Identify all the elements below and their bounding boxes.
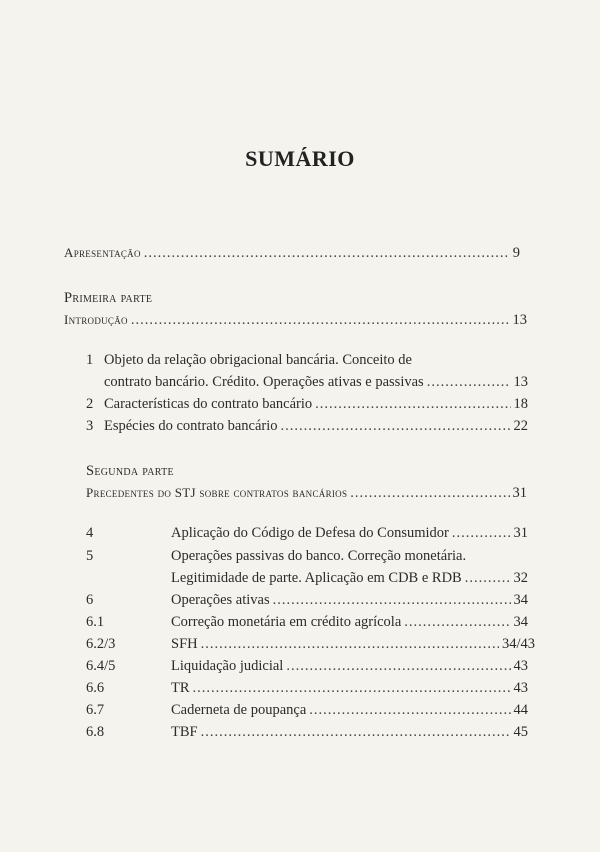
toc-entry-item-6-2-3 (171, 634, 535, 654)
toc-entry-item-6-8 (171, 722, 528, 742)
toc-entry-item-1 (104, 372, 528, 392)
toc-entry-item-3 (104, 416, 528, 436)
toc-entry-page: 13 (512, 312, 527, 328)
toc-item-number: 6 (86, 592, 94, 608)
dot-leader (131, 310, 510, 330)
toc-entry-item-6-6 (171, 678, 528, 698)
toc-entry-page: 45 (513, 724, 528, 740)
toc-item-label-line1: Operações passivas do banco. Correção monetária. (171, 548, 467, 564)
toc-item-number: 5 (86, 548, 94, 564)
toc-entry-page: 34 (513, 614, 528, 630)
dot-leader (144, 243, 510, 263)
dot-leader (452, 523, 511, 543)
page-title: SUMÁRIO (245, 146, 355, 171)
toc-item-number: 2 (86, 396, 94, 412)
toc-entry-item-2 (104, 394, 528, 414)
part-heading-primeira: Primeira parte (64, 290, 153, 306)
toc-entry-page: 32 (513, 570, 528, 586)
toc-item-number: 6.1 (86, 614, 105, 630)
dot-leader (404, 612, 510, 632)
dot-leader (350, 483, 509, 503)
toc-item-number: 6.8 (86, 724, 105, 740)
toc-entry-label: contrato bancário. Crédito. Operações ativas e passivas (104, 374, 424, 390)
toc-entry-label: Aplicação do Código de Defesa do Consumidor (171, 525, 449, 541)
toc-entry-apresentacao (64, 243, 520, 263)
toc-entry-page: 43 (513, 658, 528, 674)
toc-item-number: 6.4/5 (86, 658, 116, 674)
dot-leader (465, 568, 511, 588)
toc-entry-label: TBF (171, 724, 198, 740)
toc-item-number: 6.7 (86, 702, 105, 718)
toc-entry-item-6-7 (171, 700, 528, 720)
toc-entry-label: Correção monetária em crédito agrícola (171, 614, 402, 630)
toc-entry-page: 22 (513, 418, 528, 434)
toc-entry-item-4 (171, 523, 528, 543)
dot-leader (309, 700, 510, 720)
toc-entry-page: 34 (513, 592, 528, 608)
dot-leader (315, 394, 510, 414)
dot-leader (273, 590, 511, 610)
toc-entry-label: Legitimidade de parte. Aplicação em CDB e RDB (171, 570, 462, 586)
toc-entry-page: 31 (512, 485, 527, 501)
toc-entry-label: Liquidação judicial (171, 658, 284, 674)
toc-item-number: 1 (86, 352, 94, 368)
toc-item-number: 3 (86, 418, 94, 434)
toc-entry-label: Introdução (64, 312, 128, 327)
toc-entry-page: 9 (512, 245, 520, 261)
toc-entry-item-6-1 (171, 612, 528, 632)
toc-entry-page: 18 (513, 396, 528, 412)
dot-leader (193, 678, 511, 698)
toc-entry-item-5 (171, 568, 528, 588)
toc-entry-label: SFH (171, 636, 198, 652)
toc-entry-item-6-4-5 (171, 656, 528, 676)
toc-entry-label: Precedentes do STJ sobre contratos bancários (86, 485, 348, 500)
toc-entry-page: 34/43 (501, 636, 535, 652)
dot-leader (201, 634, 499, 654)
toc-entry-label: Caderneta de poupança (171, 702, 307, 718)
toc-entry-label: Características do contrato bancário (104, 396, 313, 412)
toc-item-number: 4 (86, 525, 94, 541)
dot-leader (427, 372, 511, 392)
toc-entry-page: 43 (513, 680, 528, 696)
dot-leader (281, 416, 511, 436)
toc-entry-introducao (64, 310, 527, 330)
toc-entry-page: 13 (513, 374, 528, 390)
toc-entry-label: Apresentação (64, 245, 141, 260)
toc-entry-item-6 (171, 590, 528, 610)
toc-item-label-line1: Objeto da relação obrigacional bancária. Conceito de (104, 352, 412, 368)
toc-entry-label: TR (171, 680, 190, 696)
toc-item-number: 6.2/3 (86, 636, 116, 652)
toc-entry-label: Operações ativas (171, 592, 270, 608)
toc-item-number: 6.6 (86, 680, 105, 696)
part-heading-segunda: Segunda parte (86, 463, 174, 479)
dot-leader (201, 722, 511, 742)
toc-entry-precedentes (86, 483, 527, 503)
toc-entry-page: 44 (513, 702, 528, 718)
dot-leader (286, 656, 510, 676)
toc-entry-label: Espécies do contrato bancário (104, 418, 278, 434)
toc-entry-page: 31 (513, 525, 528, 541)
